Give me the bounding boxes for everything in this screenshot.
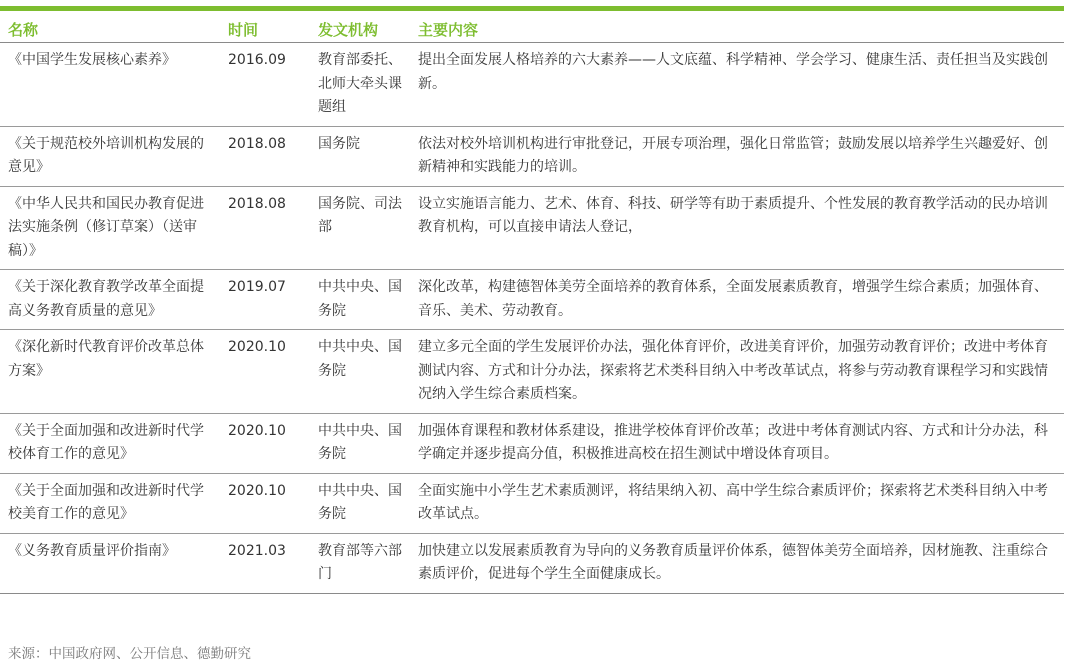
cell-time: 2019.07 xyxy=(220,270,310,330)
source-note: 来源：中国政府网、公开信息、德勤研究 xyxy=(8,646,251,662)
header-name: 名称 xyxy=(0,16,220,43)
policy-table xyxy=(0,16,1064,594)
cell-content: 设立实施语言能力、艺术、体育、科技、研学等有助于素质提升、个性发展的教育教学活动的民办培训教育机构，可以直接申请法人登记， xyxy=(410,186,1064,270)
cell-name: 《关于全面加强和改进新时代学校美育工作的意见》 xyxy=(0,473,220,533)
cell-name: 《中华人民共和国民办教育促进法实施条例（修订草案）（送审稿）》 xyxy=(0,186,220,270)
cell-org: 国务院、司法部 xyxy=(310,186,410,270)
table-row xyxy=(0,413,1064,473)
table-row xyxy=(0,330,1064,414)
top-accent-bar xyxy=(0,6,1064,11)
cell-content: 依法对校外培训机构进行审批登记，开展专项治理，强化日常监管；鼓励发展以培养学生兴趣爱好、创新精神和实践能力的培训。 xyxy=(410,126,1064,186)
cell-time: 2020.10 xyxy=(220,413,310,473)
cell-time: 2016.09 xyxy=(220,43,310,127)
cell-name: 《关于全面加强和改进新时代学校体育工作的意见》 xyxy=(0,413,220,473)
header-content: 主要内容 xyxy=(410,16,1064,43)
cell-org: 国务院 xyxy=(310,126,410,186)
table-row xyxy=(0,186,1064,270)
cell-content: 建立多元全面的学生发展评价办法，强化体育评价，改进美育评价，加强劳动教育评价；改进中考体育测试内容、方式和计分办法，探索将艺术类科目纳入中考改革试点，将参与劳动教育课程学习和实践情况纳入学生综合素质档案。 xyxy=(410,330,1064,414)
cell-org: 中共中央、国务院 xyxy=(310,473,410,533)
cell-name: 《义务教育质量评价指南》 xyxy=(0,533,220,593)
header-time: 时间 xyxy=(220,16,310,43)
cell-org: 中共中央、国务院 xyxy=(310,270,410,330)
cell-name: 《关于深化教育教学改革全面提高义务教育质量的意见》 xyxy=(0,270,220,330)
header-org: 发文机构 xyxy=(310,16,410,43)
table-header-row xyxy=(0,16,1064,43)
cell-org: 中共中央、国务院 xyxy=(310,413,410,473)
cell-time: 2018.08 xyxy=(220,186,310,270)
table-row xyxy=(0,43,1064,127)
cell-time: 2018.08 xyxy=(220,126,310,186)
cell-org: 教育部委托、北师大牵头课题组 xyxy=(310,43,410,127)
cell-content: 加强体育课程和教材体系建设，推进学校体育评价改革；改进中考体育测试内容、方式和计分办法，科学确定并逐步提高分值，积极推进高校在招生测试中增设体育项目。 xyxy=(410,413,1064,473)
cell-time: 2020.10 xyxy=(220,473,310,533)
cell-content: 深化改革，构建德智体美劳全面培养的教育体系，全面发展素质教育，增强学生综合素质；加强体育、音乐、美术、劳动教育。 xyxy=(410,270,1064,330)
table-row xyxy=(0,473,1064,533)
cell-name: 《深化新时代教育评价改革总体方案》 xyxy=(0,330,220,414)
cell-org: 中共中央、国务院 xyxy=(310,330,410,414)
cell-content: 全面实施中小学生艺术素质测评，将结果纳入初、高中学生综合素质评价；探索将艺术类科目纳入中考改革试点。 xyxy=(410,473,1064,533)
cell-content: 提出全面发展人格培养的六大素养——人文底蕴、科学精神、学会学习、健康生活、责任担当及实践创新。 xyxy=(410,43,1064,127)
cell-name: 《关于规范校外培训机构发展的意见》 xyxy=(0,126,220,186)
cell-content: 加快建立以发展素质教育为导向的义务教育质量评价体系，德智体美劳全面培养，因材施教、注重综合素质评价，促进每个学生全面健康成长。 xyxy=(410,533,1064,593)
cell-org: 教育部等六部门 xyxy=(310,533,410,593)
table-row xyxy=(0,126,1064,186)
table-row xyxy=(0,533,1064,593)
cell-name: 《中国学生发展核心素养》 xyxy=(0,43,220,127)
cell-time: 2020.10 xyxy=(220,330,310,414)
cell-time: 2021.03 xyxy=(220,533,310,593)
table-row xyxy=(0,270,1064,330)
